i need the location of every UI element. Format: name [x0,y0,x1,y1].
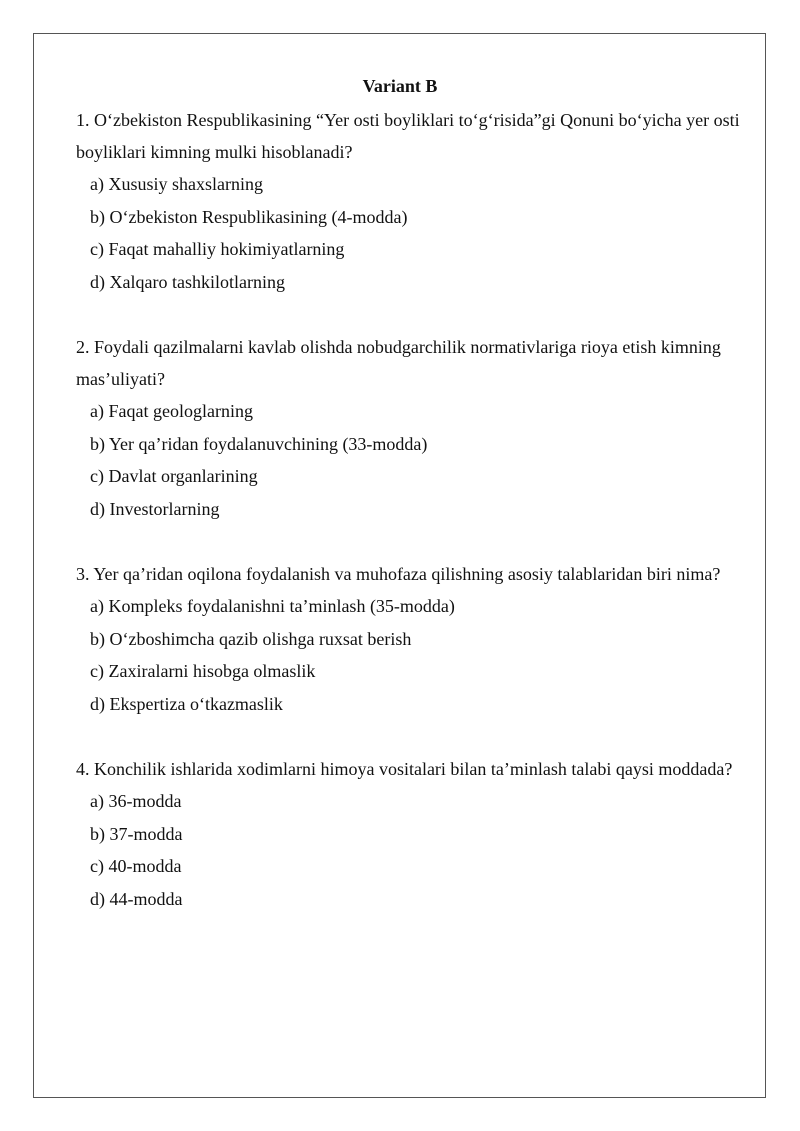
answer-option-c: c) Davlat organlarining [90,466,258,486]
answer-option-c: c) Faqat mahalliy hokimiyatlarning [90,239,345,259]
answer-option-d: d) Investorlarning [90,498,220,519]
question-text: 2. Foydali qazilmalarni kavlab olishda nobudgarchilik normativlariga rioya etish kimning mas’uliyati? [76,337,721,389]
question-list [76,104,746,915]
answer-option-b: b) 37-modda [90,823,183,844]
question-text: 1. O‘zbekiston Respublikasining “Yer osti boyliklari to‘g‘risida”gi Qonuni bo‘yicha yer osti boyliklari kimning mulki hisoblanadi? [76,110,740,162]
answer-option-d: d) Xalqaro tashkilotlarning [90,271,285,292]
answer-option-a: a) 36-modda [90,791,182,811]
answer-option-d: d) 44-modda [90,888,183,909]
answer-option-b: b) O‘zboshimcha qazib olishga ruxsat berish [90,628,412,649]
answer-options [76,395,746,525]
answer-option-d: d) Ekspertiza o‘tkazmaslik [90,693,283,714]
answer-option-a: a) Kompleks foydalanishni ta’minlash (35-modda) [90,596,455,616]
question-text: 4. Konchilik ishlarida xodimlarni himoya vositalari bilan ta’minlash talabi qaysi moddada? [76,759,733,779]
answer-option-a: a) Xususiy shaxslarning [90,174,263,194]
question-text: 3. Yer qa’ridan oqilona foydalanish va muhofaza qilishning asosiy talablaridan biri nima? [76,564,721,584]
answer-options [76,785,746,915]
answer-option-b: b) Yer qa’ridan foydalanuvchining (33-modda) [90,433,428,454]
answer-option-c: c) 40-modda [90,856,182,876]
question-3 [76,558,746,720]
question-2 [76,331,746,525]
question-4 [76,753,746,915]
answer-option-c: c) Zaxiralarni hisobga olmaslik [90,661,316,681]
answer-options [76,168,746,298]
answer-option-b: b) O‘zbekiston Respublikasining (4-modda) [90,206,408,227]
question-1 [76,104,746,298]
answer-option-a: a) Faqat geologlarning [90,401,253,421]
answer-options [76,590,746,720]
document-title: Variant B [362,76,438,96]
